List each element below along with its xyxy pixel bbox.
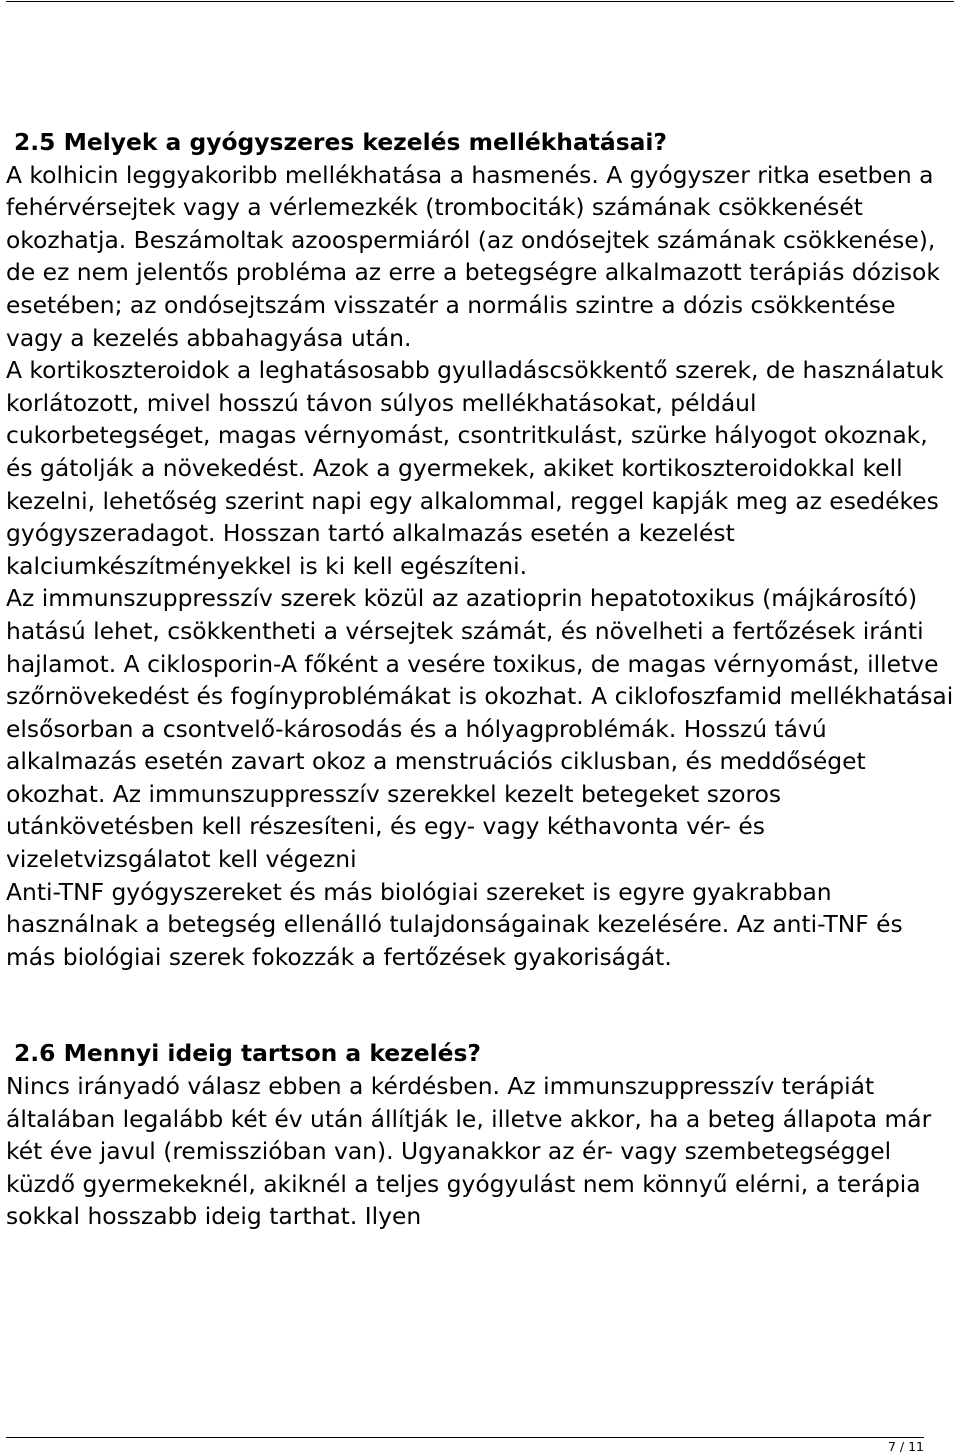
document-page (6, 126, 956, 1233)
paragraph-immunosuppressants: Az immunszuppresszív szerek közül az azatioprin hepatotoxikus (májkárosító) hatású lehet, csökkentheti a vérsejtek számát, és növelheti a fertőzések iránti hajlamot. A ciklosporin-A főként a vesére toxikus, de magas vérnyomást, illetve szőrnövekedést és fogínyproblémákat is okozhat. A ciklofoszfamid mellékhatásai elsősorban a csontvelő-károsodás és a hólyagproblémák. Hosszú távú alkalmazás esetén zavart okoz a menstruációs ciklusban, és meddőséget okozhat. Az immunszuppresszív szerekkel kezelt betegeket szoros utánkövetésben kell részesíteni, és egy- vagy kéthavonta vér- és vizeletvizsgálatot kell végezni (6, 584, 954, 874)
section-heading: 2.5 Melyek a gyógyszeres kezelés mellékhatásai? (14, 128, 667, 156)
paragraph-colchicine: A kolhicin leggyakoribb mellékhatása a hasmenés. A gyógyszer ritka esetben a fehérvérsejtek vagy a vérlemezkék (trombociták) számának csökkenését okozhatja. Beszámoltak azoospermiáról (az ondósejtek számának csökkenése), de ez nem jelentős probléma az erre a betegségre alkalmazott terápiás dózisok esetében; az ondósejtszám visszatér a normális szintre a dózis csökkentése vagy a kezelés abbahagyása után. (6, 160, 940, 352)
top-divider (6, 1, 954, 2)
section-heading: 2.6 Mennyi ideig tartson a kezelés? (14, 1039, 482, 1068)
section-spacer (6, 973, 956, 1037)
paragraph-corticosteroids: A kortikoszteroidok a leghatásosabb gyulladáscsökkentő szerek, de használatuk korlátozott, mivel hosszú távon súlyos mellékhatásokat, például cukorbetegséget, magas vérnyomást, csontritkulást, szürke hályogot okoznak, és gátolják a növekedést. Azok a gyermekek, akiket kortikoszteroidokkal kell kezelni, lehetőség szerint napi egy alkalommal, reggel kapják meg az esedékes gyógyszeradagot. Hosszan tartó alkalmazás esetén a kezelést kalciumkészítményekkel is ki kell egészíteni. (6, 356, 944, 580)
footer-divider (6, 1437, 924, 1438)
paragraph-anti-tnf: Anti-TNF gyógyszereket és más biológiai szereket is egyre gyakrabban használnak a betegség ellenálló tulajdonságainak kezelésére. Az anti-TNF és más biológiai szerek fokozzák a fertőzések gyakoriságát. (6, 877, 903, 971)
page-number: 7 / 11 (887, 1439, 924, 1454)
paragraph-duration: Nincs irányadó válasz ebben a kérdésben. Az immunszuppresszív terápiát általában legalább két év után állítják le, illetve akkor, ha a beteg állapota már két éve javul (remisszióban van). Ugyanakkor az ér- vagy szembetegséggel küzdő gyermekeknél, akiknél a teljes gyógyulást nem könnyű elérni, a terápia sokkal hosszabb ideig tarthat. Ilyen (6, 1072, 932, 1231)
section-treatment-duration (6, 1037, 956, 1233)
section-side-effects (6, 126, 956, 973)
